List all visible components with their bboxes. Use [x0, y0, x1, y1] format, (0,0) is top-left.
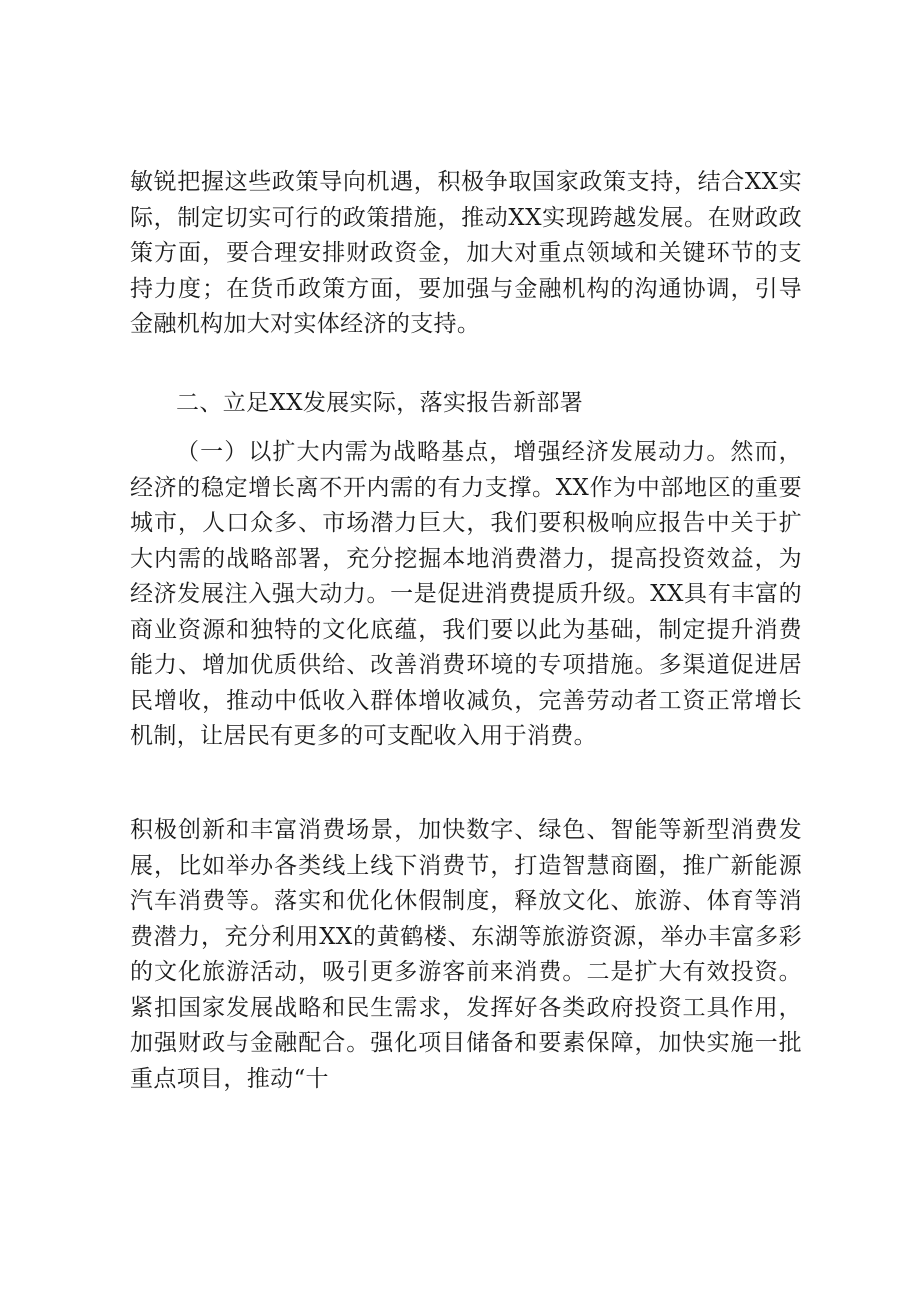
body-paragraph-domestic-demand: （一）以扩大内需为战略基点，增强经济发展动力。然而，经济的稳定增长离不开内需的有力支撑。XX作为中部地区的重要城市，人口众多、市场潜力巨大，我们要积极响应报告中关于扩大内需的战略部署，充分挖掘本地消费潜力，提高投资效益，为经济发展注入强大动力。一是促进消费提质升级。XX具有丰富的商业资源和独特的文化底蕴，我们要以此为基础，制定提升消费能力、增加优质供给、改善消费环境的专项措施。多渠道促进居民增收，推动中低收入群体增收减负，完善劳动者工资正常增长机制，让居民有更多的可支配收入用于消费。	[130, 439, 802, 749]
section-heading-2: 二、立足XX发展实际，落实报告新部署	[176, 390, 584, 416]
body-paragraph-consumption-scenes: 积极创新和丰富消费场景，加快数字、绿色、智能等新型消费发展，比如举办各类线上线下消费节，打造智慧商圈，推广新能源汽车消费等。落实和优化休假制度，释放文化、旅游、体育等消费潜力，充分利用XX的黄鹤楼、东湖等旅游资源，举办丰富多彩的文化旅游活动，吸引更多游客前来消费。二是扩大有效投资。紧扣国家发展战略和民生需求，发挥好各类政府投资工具作用，加强财政与金融配合。强化项目储备和要素保障，加快实施一批重点项目，推动“十	[130, 817, 802, 1092]
body-paragraph-policy-opportunities: 敏锐把握这些政策导向机遇，积极争取国家政策支持，结合XX实际，制定切实可行的政策措施，推动XX实现跨越发展。在财政政策方面，要合理安排财政资金，加大对重点领域和关键环节的支持力度；在货币政策方面，要加强与金融机构的沟通协调，引导金融机构加大对实体经济的支持。	[130, 169, 802, 337]
